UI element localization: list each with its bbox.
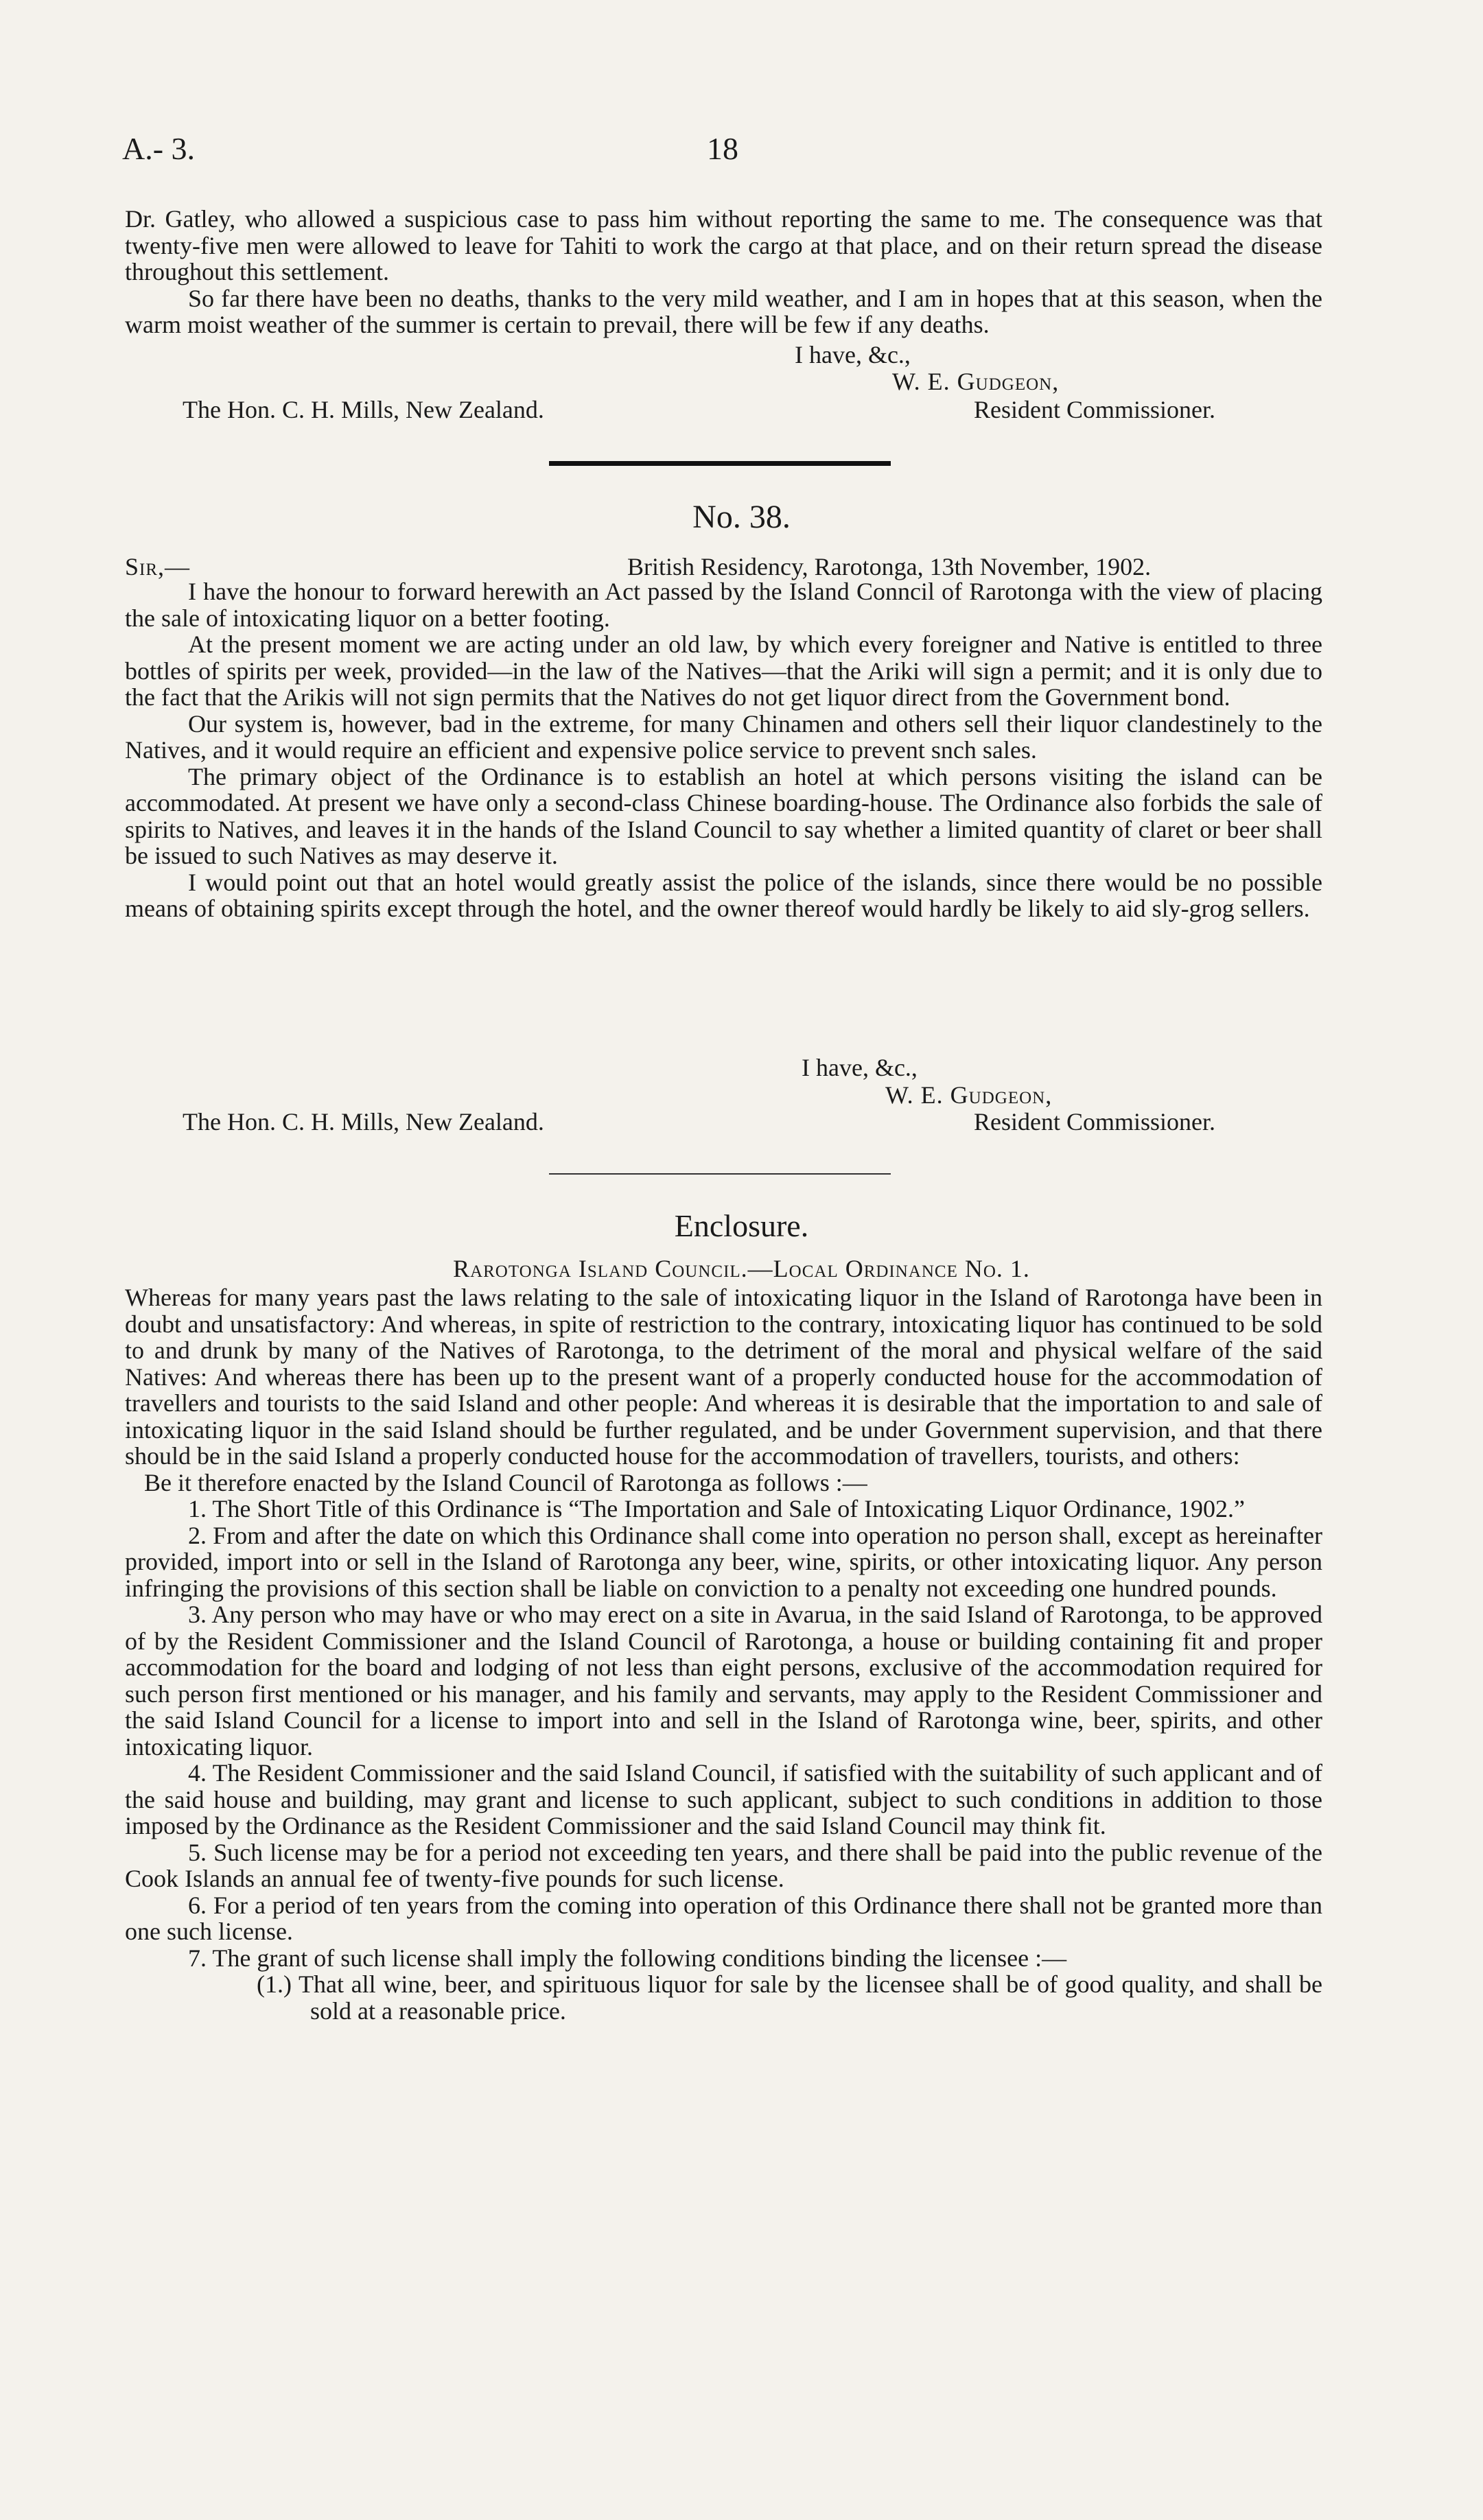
report-reference: A.- 3. <box>122 131 196 166</box>
ordinance-section: 2. From and after the date on which this Ordinance shall come into operation no person shall, except as hereinafter provided, import into or sell in the Island of Rarotonga any beer, wine, spirits, or other intoxicating liquor. Any person infringing the provisions of this section shall be liable on conviction to a penalty not exceeding one hundred pounds. <box>125 1521 1322 1602</box>
ordinance-section: 3. Any person who may have or who may erect on a site in Avarua, in the said Island of Rarotonga, to be approved of by the Resident Commissioner and the Island Council of Rarotonga, a house or building containing fit and proper accommodation for the board and lodging of not less than eight persons, exclusive of the accommodation required for such person first mentioned or his manager, and his family and servants, may apply to the Resident Commissioner and the said Island Council for a license to import into and sell in the Island of Rarotonga wine, beer, spirits, and other intoxicating liquor. <box>125 1601 1322 1761</box>
letter2-dateline: British Residency, Rarotonga, 13th November, 1902. <box>627 553 1152 580</box>
letter2-body <box>125 578 1322 922</box>
section-divider <box>549 1173 891 1175</box>
ordinance-preamble: Whereas for many years past the laws relating to the sale of intoxicating liquor in the Island of Rarotonga have been in doubt and unsatisfactory: And whereas, in spite of restriction to the contrary, intoxicating liquor has continued to be sold to and drunk by many of the Natives of Rarotonga, to the detriment of the moral and physical welfare of the said Natives: And whereas there has been up to the present want of a properly conducted house for the accommodation of travellers and tourists to the said Island and other people: And whereas it is desirable that the importation to and sale of intoxicating liquor in the said Island should be further regulated, and be under Government supervision, and that there should be in the said Island a properly conducted house for the accommodation of travellers, tourists, and others: <box>125 1284 1322 1470</box>
letter2-paragraph: I would point out that an hotel would greatly assist the police of the islands, since there would be no possible means of obtaining spirits except through the hotel, and the owner thereof would hardly be likely to aid sly-grog sellers. <box>125 868 1322 922</box>
letter1-body <box>125 206 1322 338</box>
letter2-paragraph: I have the honour to forward herewith an Act passed by the Island Conncil of Rarotonga with the view of placing the sale of intoxicating liquor on a better footing. <box>125 578 1322 632</box>
enclosure-heading: Enclosure. <box>674 1208 809 1243</box>
letter2-paragraph: The primary object of the Ordinance is to establish an hotel at which persons visiting the island can be accommodated. At present we have only a second-class Chinese boarding-house. The Ordinance also forbids the sale of spirits to Natives, and leaves it in the hands of the Island Council to say whether a limited quantity of claret or beer shall be issued to such Natives as may deserve it. <box>125 762 1322 869</box>
letter1-paragraph: Dr. Gatley, who allowed a suspicious case to pass him without reporting the same to me. The consequence was that twenty-five men were allowed to leave for Tahiti to work the cargo at that place, and on their return spread the disease throughout this settlement. <box>125 205 1322 285</box>
page-number: 18 <box>707 131 738 166</box>
letter2-number: No. 38. <box>692 499 791 535</box>
ordinance-condition: (1.) That all wine, beer, and spirituous liquor for sale by the licensee shall be of good quality, and shall be sold at a reasonable price. <box>257 1970 1322 2025</box>
ordinance-section: 1. The Short Title of this Ordinance is “The Importation and Sale of Intoxicating Liquor Ordinance, 1902.” <box>188 1495 1246 1522</box>
letter1-addressee: The Hon. C. H. Mills, New Zealand. <box>183 396 544 423</box>
letter2-salutation: Sir,— <box>125 553 191 580</box>
section-divider <box>549 461 891 466</box>
letter1-signature: W. E. Gudgeon, <box>892 368 1060 395</box>
letter1-title: Resident Commissioner. <box>974 396 1216 423</box>
enclosure-subheading: Rarotonga Island Council.—Local Ordinance No. 1. <box>453 1255 1030 1282</box>
letter1-closing: I have, &c., <box>795 341 911 368</box>
ordinance-section: 5. Such license may be for a period not exceeding ten years, and there shall be paid into the public revenue of the Cook Islands an annual fee of twenty-five pounds for such license. <box>125 1838 1322 1892</box>
letter2-signature: W. E. Gudgeon, <box>885 1081 1053 1109</box>
ordinance-section: 6. For a period of ten years from the coming into operation of this Ordinance there shall not be granted more than one such license. <box>125 1891 1322 1945</box>
letter2-paragraph: At the present moment we are acting under an old law, by which every foreigner and Native is entitled to three bottles of spirits per week, provided—in the law of the Natives—that the Ariki will sign a permit; and it is only due to the fact that the Arikis will not sign permits that the Natives do not get liquor direct from the Government bond. <box>125 631 1322 711</box>
ordinance-section: 4. The Resident Commissioner and the said Island Council, if satisfied with the suitability of such applicant and of the said house and building, may grant and license to such applicant, subject to such conditions in addition to those imposed by the Ordinance as the Resident Commissioner and the said Island Council may think fit. <box>125 1759 1322 1839</box>
letter2-closing: I have, &c., <box>802 1054 918 1081</box>
letter1-paragraph: So far there have been no deaths, thanks to the very mild weather, and I am in hopes that at this season, when the warm moist weather of the summer is certain to prevail, there will be few if any deaths. <box>125 284 1322 338</box>
ordinance-section: 7. The grant of such license shall imply the following conditions binding the licensee :— <box>188 1944 1067 1972</box>
letter2-addressee: The Hon. C. H. Mills, New Zealand. <box>183 1108 544 1135</box>
ordinance-body <box>125 1284 1322 2024</box>
ordinance-enactment: Be it therefore enacted by the Island Council of Rarotonga as follows :— <box>144 1468 867 1496</box>
letter2-title: Resident Commissioner. <box>974 1108 1216 1135</box>
letter2-paragraph: Our system is, however, bad in the extreme, for many Chinamen and others sell their liquor clandestinely to the Natives, and it would require an efficient and expensive police service to prevent snch sales. <box>125 709 1322 764</box>
